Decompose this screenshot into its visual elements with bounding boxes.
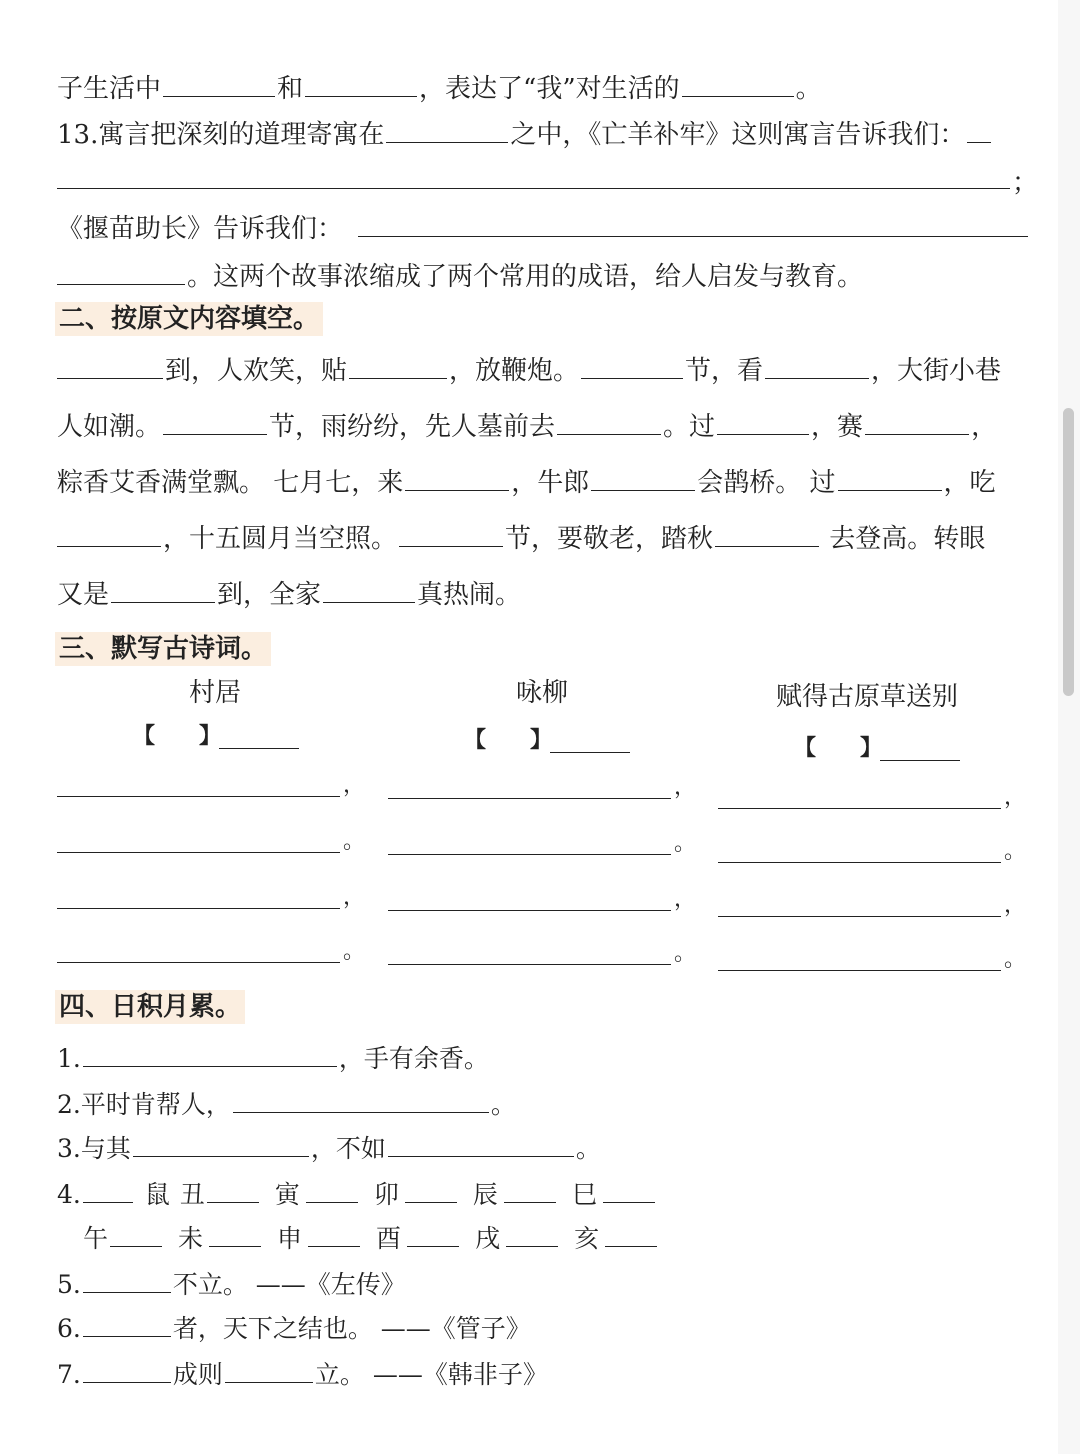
fill-line-13: 13.寓言把深刻的道理寄寓在 之中，《亡羊补牢》这则寓言告诉我们： [57,116,993,152]
blank[interactable] [865,408,969,435]
blank[interactable] [233,1086,489,1113]
blank[interactable] [405,1176,457,1203]
fill-line-summary: 。这两个故事浓缩成了两个常用的成语，给人启发与教育。 [57,258,863,294]
answer-rule[interactable] [358,236,1028,237]
blank[interactable] [715,520,819,547]
accum-item-3: 3.与其 ，不如 。 [57,1130,601,1166]
blank[interactable] [111,576,215,603]
blank[interactable] [717,408,809,435]
festival-line-3: 粽香艾香满堂飘。 七月七，来 ，牛郎 会鹊桥。 过 ，吃 [57,464,996,500]
poem-fudeguyuancao [718,680,1027,980]
poem-answer-line[interactable]: 。 [57,936,357,966]
author-bracket: 【 】 [133,724,222,749]
blank[interactable] [405,464,509,491]
poem-answer-line[interactable]: ， [718,782,1018,812]
blank[interactable] [163,408,267,435]
festival-line-2: 人如潮。 节，雨纷纷，先人墓前去 。过 ，赛 ， [57,408,997,444]
blank[interactable] [506,1220,558,1247]
blank[interactable] [306,1176,358,1203]
accum-item-6: 6. 者，天下之结也。 ——《管子》 [57,1310,531,1346]
poem-answer-line[interactable]: ， [718,890,1018,920]
accum-item-4-row-1: 4. 鼠 丑 寅 卯 辰 巳 [57,1176,657,1212]
blank[interactable] [83,1266,171,1293]
poem-answer-line[interactable]: ， [388,884,688,914]
section-heading-2: 二、按原文内容填空。 [55,302,323,336]
accum-item-5: 5. 不立。 ——《左传》 [57,1266,406,1302]
blank[interactable] [388,1130,574,1157]
author-bracket: 【 】 [464,728,553,753]
blank[interactable] [83,1040,337,1067]
festival-line-4: ，十五圆月当空照。 节，要敬老，踏秋 去登高。转眼 [57,520,985,556]
accum-item-2: 2.平时肯帮人， 。 [57,1086,516,1122]
blank[interactable] [110,1220,162,1247]
blank[interactable] [682,70,794,97]
accum-item-1: 1. ，手有余香。 [57,1040,489,1076]
blank[interactable] [349,352,447,379]
fill-line-yamiao: 《揠苗助长》告诉我们： [57,214,344,244]
author-blank[interactable] [219,748,299,749]
poem-title: 赋得古原草送别 [776,682,959,712]
poem-cunju [57,676,366,976]
answer-rule[interactable] [57,188,1010,189]
poem-answer-line[interactable]: 。 [718,944,1018,974]
poem-title: 村居 [189,678,242,708]
blank[interactable] [399,520,503,547]
fill-line-1: 子生活中 和 ，表达了“我”对生活的 。 [57,70,822,106]
blank[interactable] [57,352,163,379]
poem-yongliu [388,676,697,976]
blank[interactable] [838,464,942,491]
blank[interactable] [581,352,683,379]
section-heading-3: 三、默写古诗词。 [55,632,271,666]
blank[interactable] [386,116,508,143]
blank[interactable] [967,116,991,143]
blank[interactable] [305,70,417,97]
blank[interactable] [603,1176,655,1203]
blank[interactable] [765,352,869,379]
poem-answer-line[interactable]: 。 [388,828,688,858]
accum-item-4-row-2: 午 未 申 酉 戌 亥 [83,1220,659,1256]
author-blank[interactable] [880,760,960,761]
blank[interactable] [504,1176,556,1203]
blank[interactable] [591,464,695,491]
blank[interactable] [323,576,415,603]
semicolon: ； [1012,168,1039,198]
poem-answer-line[interactable]: 。 [57,826,357,856]
festival-line-5: 又是 到，全家 真热闹。 [57,576,521,612]
scrollbar-track[interactable] [1058,0,1080,1454]
blank[interactable] [557,408,661,435]
blank[interactable] [308,1220,360,1247]
poem-answer-line[interactable]: ， [57,770,357,800]
poem-answer-line[interactable]: 。 [718,836,1018,866]
blank[interactable] [225,1356,313,1383]
blank[interactable] [57,520,161,547]
blank[interactable] [83,1176,133,1203]
blank[interactable] [605,1220,657,1247]
blank[interactable] [407,1220,459,1247]
poem-title: 咏柳 [516,678,569,708]
section-heading-4: 四、日积月累。 [55,990,245,1024]
author-blank[interactable] [550,752,630,753]
poem-answer-line[interactable]: ， [57,882,357,912]
blank[interactable] [209,1220,261,1247]
accum-item-7: 7. 成则 立。 ——《韩非子》 [57,1356,548,1392]
blank[interactable] [133,1130,309,1157]
blank[interactable] [57,258,185,285]
festival-line-1: 到，人欢笑，贴 ，放鞭炮。 节，看 ，大街小巷 [57,352,1001,388]
blank[interactable] [207,1176,259,1203]
blank[interactable] [83,1356,171,1383]
blank[interactable] [163,70,275,97]
scrollbar-thumb[interactable] [1063,408,1074,696]
blank[interactable] [83,1310,171,1337]
poem-answer-line[interactable]: 。 [388,938,688,968]
author-bracket: 【 】 [794,736,883,761]
poem-answer-line[interactable]: ， [388,772,688,802]
